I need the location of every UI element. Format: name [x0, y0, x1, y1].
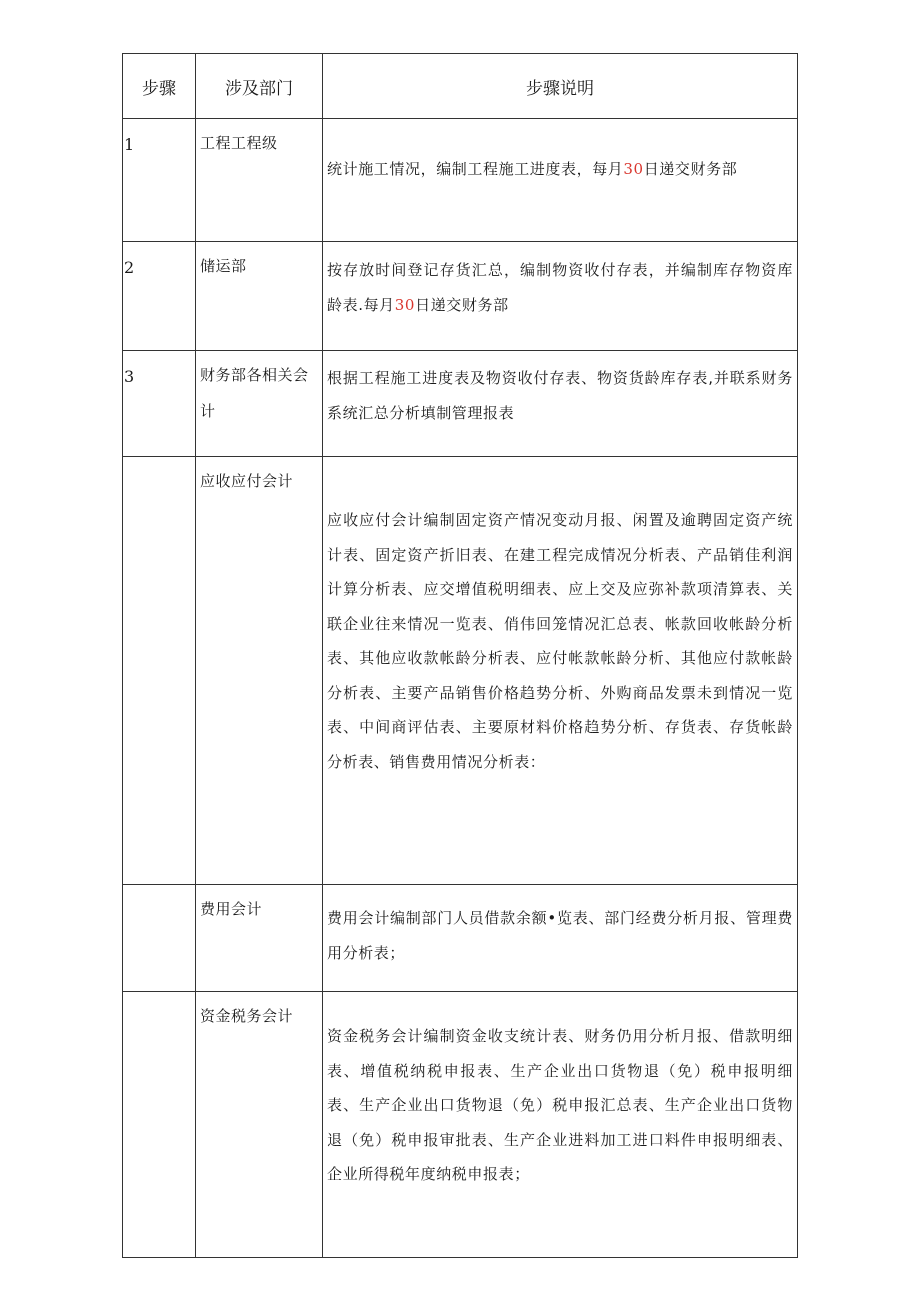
department: 应收应付会计 [196, 457, 323, 885]
step-number: 1 [123, 119, 196, 242]
table-row [123, 885, 798, 992]
table-row [123, 351, 798, 457]
table-row [123, 457, 798, 885]
step-number: 2 [123, 242, 196, 351]
step-number [123, 885, 196, 992]
date-highlight: 30 [623, 160, 644, 178]
department: 费用会计 [196, 885, 323, 992]
step-number [123, 457, 196, 885]
step-description: 根据工程施工进度表及物资收付存表、物资货龄库存表,并联系财务系统汇总分析填制管理报表 [323, 351, 798, 457]
procedure-table [122, 53, 798, 1258]
header-desc: 步骤说明 [323, 54, 798, 119]
department: 财务部各相关会计 [196, 351, 323, 457]
table-row [123, 119, 798, 242]
description-text: 日递交财务部 [415, 295, 509, 314]
description-text: 日递交财务部 [643, 160, 738, 178]
header-dept: 涉及部门 [196, 54, 323, 119]
step-description [323, 119, 798, 242]
step-description [323, 242, 798, 351]
header-step: 步骤 [123, 54, 196, 119]
description-text: 统计施工情况，编制工程施工进度表，每月 [327, 160, 624, 178]
step-description: 资金税务会计编制资金收支统计表、财务仍用分析月报、借款明细表、增值税纳税申报表、生产企业出口货物退（免）税申报明细表、生产企业出口货物退（免）税申报汇总表、生产企业出口货物退（免）税申报审批表、生产企业进料加工进口料件申报明细表、企业所得税年度纳税申报表； [323, 992, 798, 1258]
step-number: 3 [123, 351, 196, 457]
table-row [123, 242, 798, 351]
step-description: 应收应付会计编制固定资产情况变动月报、闲置及逾聘固定资产统计表、固定资产折旧表、在建工程完成情况分析表、产品销佳利润计算分析表、应交增值税明细表、应上交及应弥补款项清算表、关联企业往来情况一览表、俏伟回笼情况汇总表、帐款回收帐龄分析表、其他应收款帐龄分析表、应付帐款帐龄分析、其他应付款帐龄分析表、主要产品销售价格趋势分析、外购商品发票未到情况一览表、中间商评估表、主要原材料价格趋势分析、存货表、存货帐龄分析表、销售费用情况分析表： [323, 457, 798, 885]
department: 储运部 [196, 242, 323, 351]
step-number [123, 992, 196, 1258]
description-text: 按存放时间登记存货汇总，编制物资收付存表，并编制库存物资库龄表.每月 [327, 261, 793, 314]
date-highlight: 30 [394, 295, 416, 314]
table-row [123, 992, 798, 1258]
department: 工程工程级 [196, 119, 323, 242]
department: 资金税务会计 [196, 992, 323, 1258]
step-description: 费用会计编制部门人员借款余额•览表、部门经费分析月报、管理费用分析表； [323, 885, 798, 992]
table-header-row [123, 54, 798, 119]
